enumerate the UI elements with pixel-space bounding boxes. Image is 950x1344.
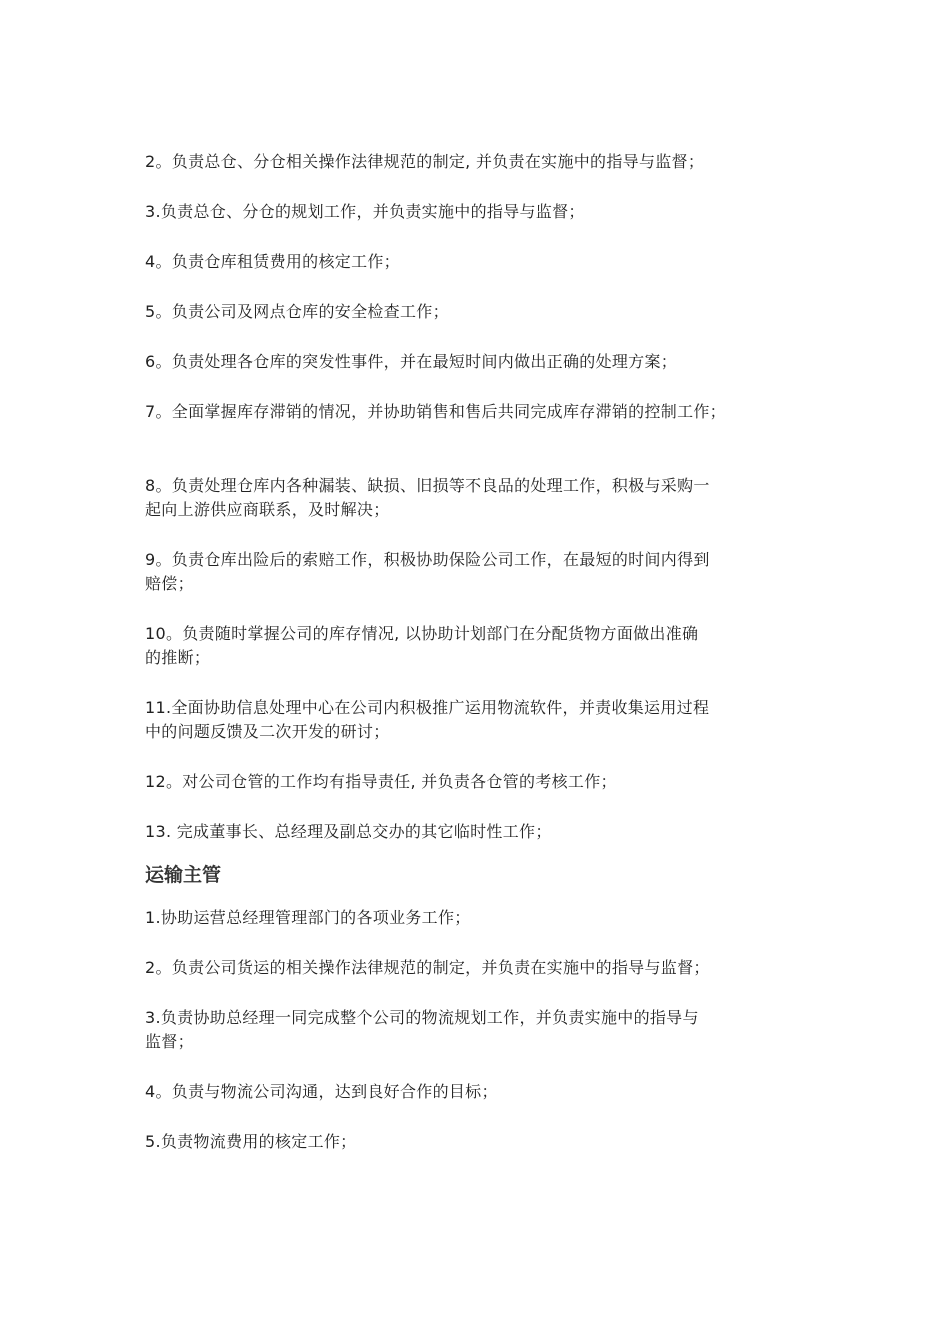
paragraph-transport-2: 2。负责公司货运的相关操作法律规范的制定，并负责在实施中的指导与监督； [145,958,710,977]
paragraph-line: 8。负责处理仓库内各种漏装、缺损、旧损等不良品的处理工作，积极与采购一 [145,476,710,495]
paragraph-line: 监督； [145,1032,194,1051]
paragraph-line: 9。负责仓库出险后的索赔工作，积极协助保险公司工作，在最短的时间内得到 [145,550,710,569]
paragraph-transport-1: 1.协助运营总经理管理部门的各项业务工作； [145,908,471,927]
paragraph-line: 11.全面协助信息处理中心在公司内积极推广运用物流软件，并责收集运用过程 [145,698,710,717]
paragraph-line: 起向上游供应商联系，及时解决； [145,500,390,519]
document-page [145,150,825,1154]
paragraph-warehouse-11 [145,696,825,744]
paragraph-warehouse-9 [145,548,825,596]
paragraph-line: 10。负责随时掌握公司的库存情况, 以协助计划部门在分配货物方面做出准确 [145,624,699,643]
paragraph-line: 中的问题反馈及二次开发的研讨； [145,722,390,741]
paragraph-warehouse-4: 4。负责仓库租赁费用的核定工作； [145,252,400,271]
paragraph-line: 的推断； [145,648,211,667]
paragraph-warehouse-2: 2。负责总仓、分仓相关操作法律规范的制定, 并负责在实施中的指导与监督； [145,152,705,171]
paragraph-warehouse-8 [145,474,825,522]
paragraph-line: 赔偿； [145,574,194,593]
paragraph-transport-3 [145,1006,825,1054]
paragraph-warehouse-5: 5。负责公司及网点仓库的安全检查工作； [145,302,449,321]
paragraph-line: 3.负责协助总经理一同完成整个公司的物流规划工作，并负责实施中的指导与 [145,1008,699,1027]
paragraph-warehouse-6: 6。负责处理各仓库的突发性事件，并在最短时间内做出正确的处理方案； [145,352,678,371]
paragraph-warehouse-12: 12。对公司仓管的工作均有指导责任, 并负责各仓管的考核工作； [145,772,617,791]
section-heading-transport-supervisor: 运输主管 [145,864,222,886]
paragraph-warehouse-10 [145,622,825,670]
paragraph-warehouse-13: 13. 完成董事长、总经理及副总交办的其它临时性工作； [145,822,552,841]
paragraph-warehouse-7: 7。全面掌握库存滞销的情况，并协助销售和售后共同完成库存滞销的控制工作； [145,402,726,421]
paragraph-transport-5: 5.负责物流费用的核定工作； [145,1132,357,1151]
paragraph-warehouse-3: 3.负责总仓、分仓的规划工作，并负责实施中的指导与监督； [145,202,585,221]
paragraph-transport-4: 4。负责与物流公司沟通，达到良好合作的目标； [145,1082,498,1101]
